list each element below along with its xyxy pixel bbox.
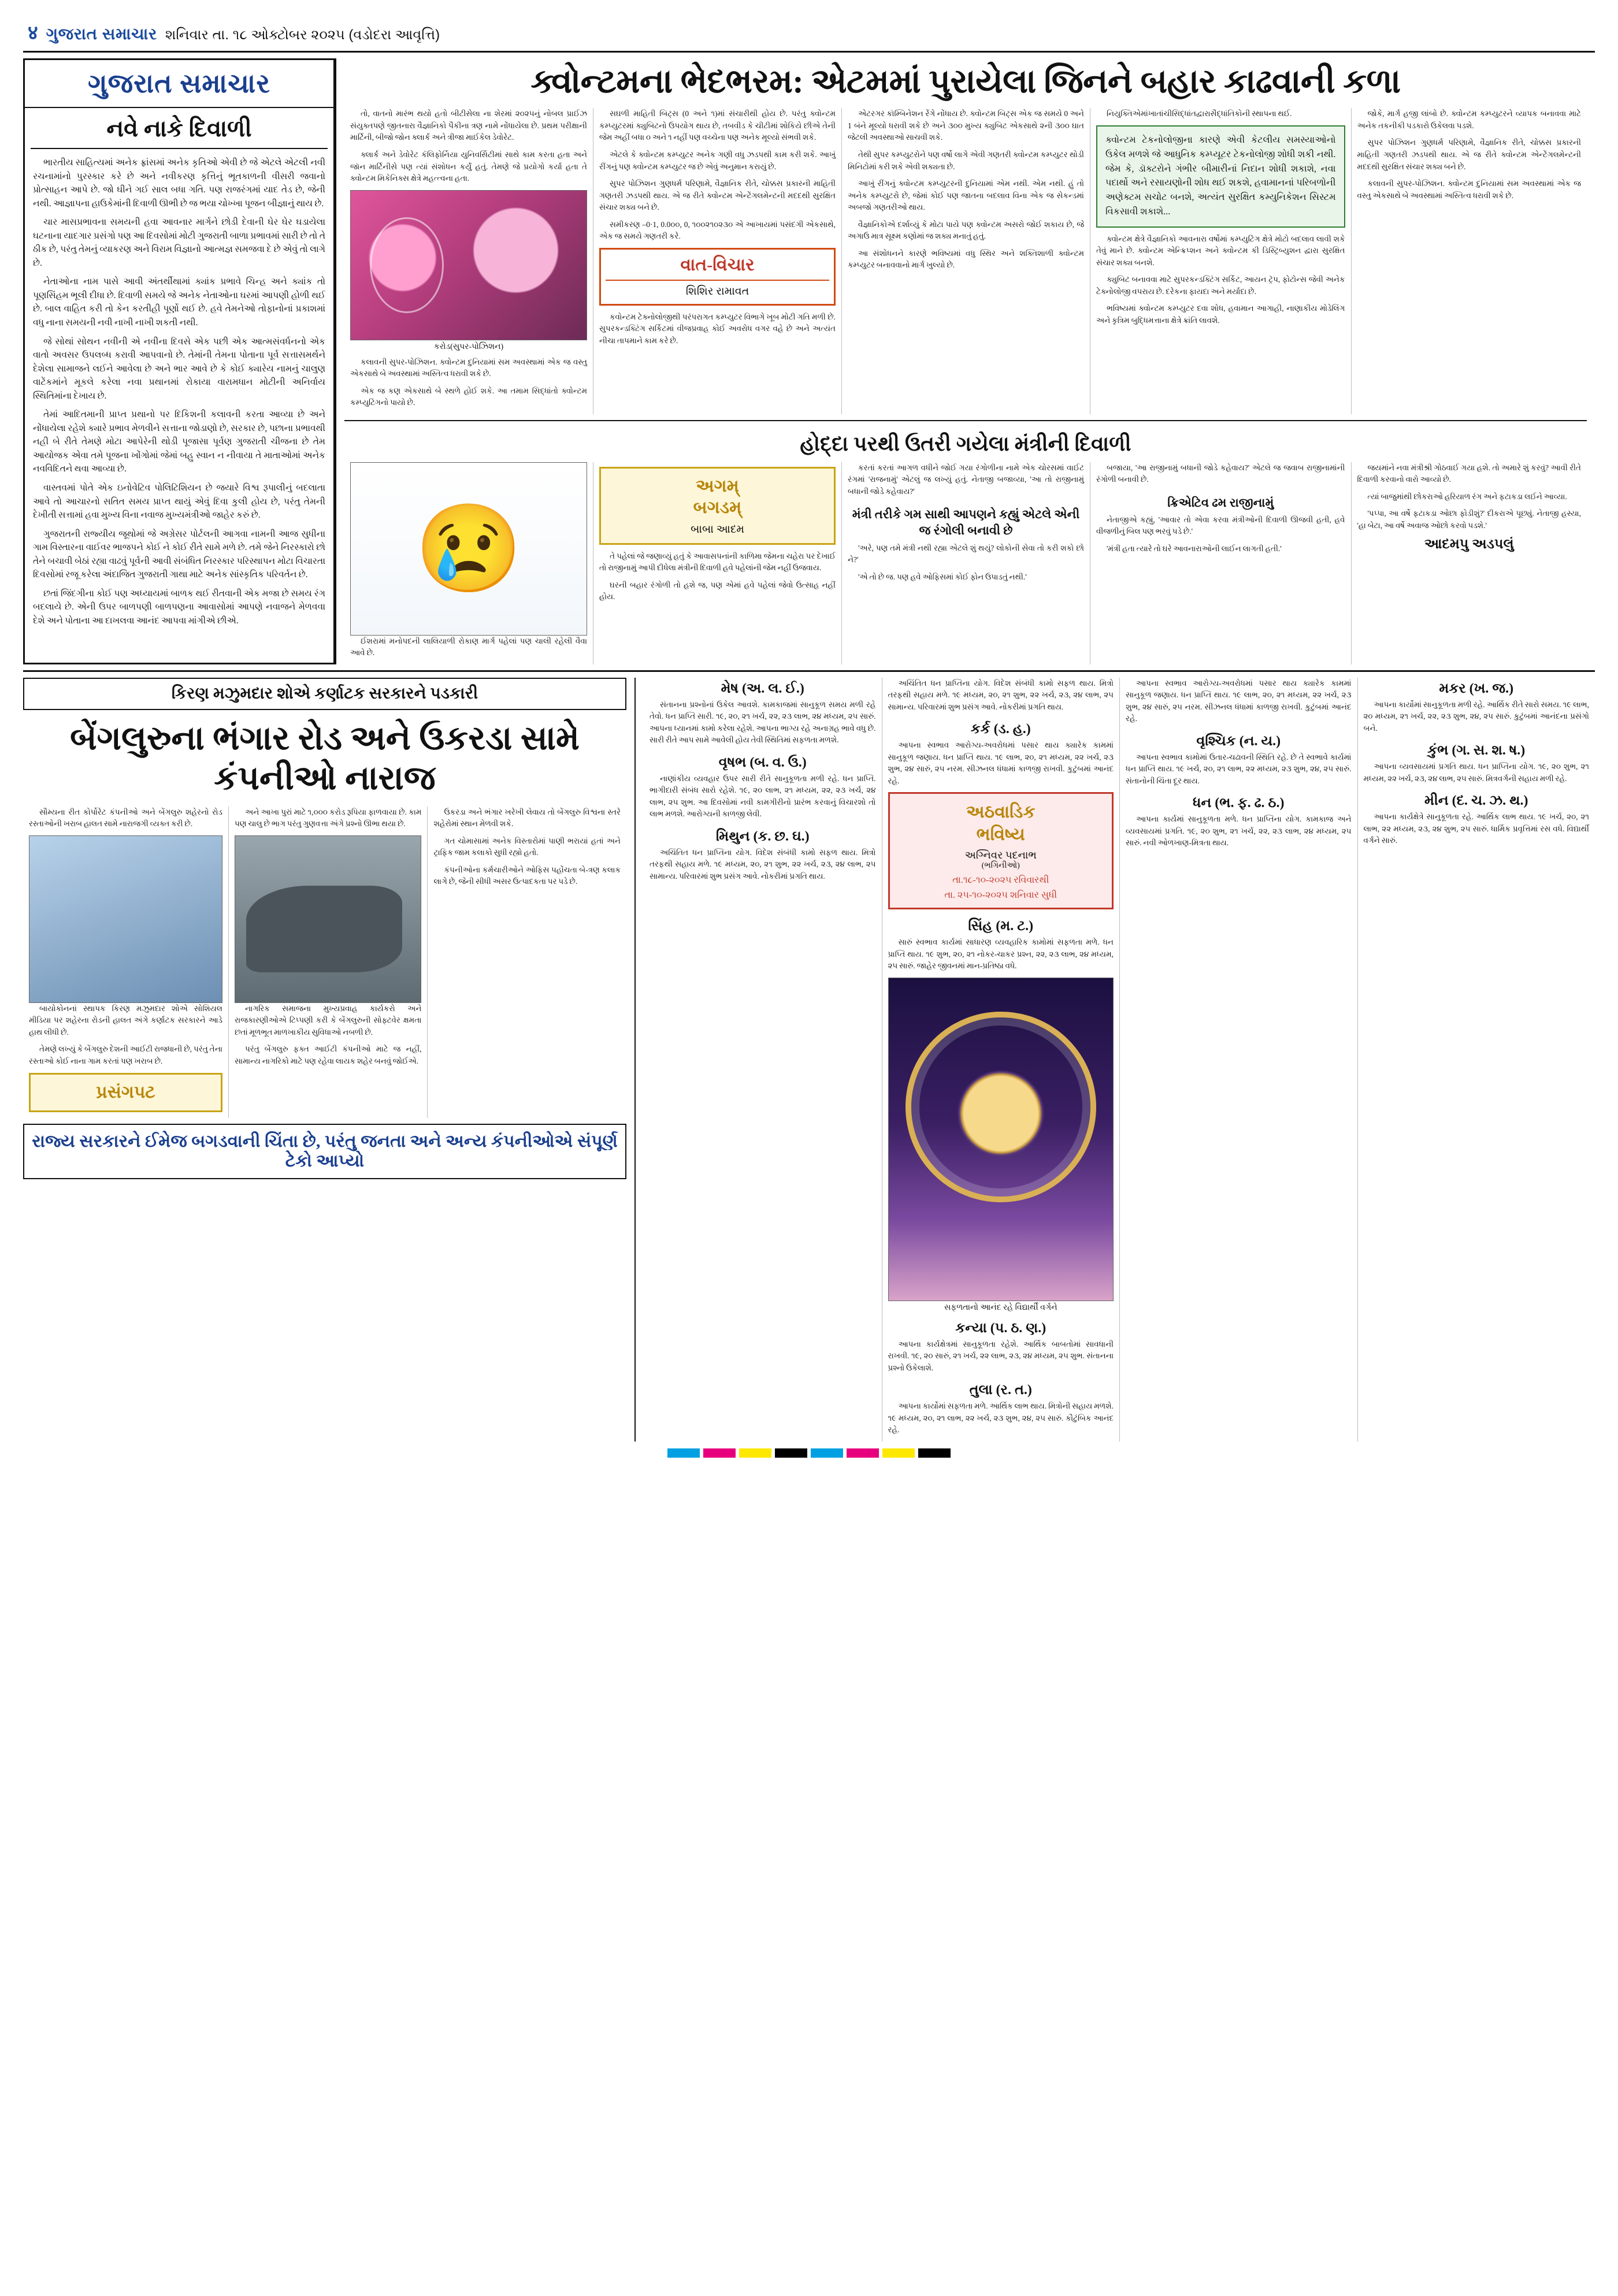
register-swatch [882,1448,915,1458]
rashi-text: આપના કાર્યોમાં સાનુકૂળતા મળી રહે. આર્થિક રીતે સારો સમય. ૧૯ લાભ, ૨૦ મધ્યમ, ૨૧ ખર્ચ, ૨૨, ૨૩ શુભ, ૨૪, ૨૫ સારું. કુટુંબમાં આનંદના પ્રસંગો બને. [1363,700,1589,733]
rashi-text: આપના કાર્યક્ષેત્રે સાનુકૂળતા રહે. આર્થિક લાભ થાય. ૧૯ ખર્ચ, ૨૦, ૨૧ લાભ, ૨૨ મધ્યમ, ૨૩, ૨૪ શુભ, ૨૫ સારું. ધાર્મિક પ્રવૃત્તિમાં રસ વધે. વિદ્યાર્થી વર્ગને સારું. [1363,812,1589,845]
dateline: શનિવાર તા. ૧૮ ઓક્ટોબર ૨૦૨૫ (વડોદરા આવૃત્તિ) [165,27,440,43]
minister-pullquote-1: મંત્રી તરીકે ગમ સાથી આપણને કહ્યું એટલે એની જ રંગોલી બનાવી છે [852,507,1080,538]
bengaluru-text [235,807,422,830]
bengaluru-text [433,807,621,888]
rashi-name: સિંહ (મ. ટ.) [968,919,1034,934]
minister-column-4 [1090,462,1351,664]
bengaluru-strap: રાજ્ય સરકારને ઈમેજ બગડવાની ચિંતા છે, પરંતુ જનતા અને અન્ય કંપનીઓએ સંપૂર્ણ ટેકો આપ્યો [23,1124,626,1179]
bengaluru-column-2 [228,807,428,1119]
editorial-paragraph: ભારતીય સાહિત્યમાં અનેક ફ્રાંસમાં અનેક કૃતિઓ એવી છે જે એટલે એટલી નવી રચનામાંનો પુરસ્કાર કરે છે અને નવીકરણ કૃત્તિનું ભૂતકાળની વીસરી જવાનો પ્રોત્સાહન આપે છે. જો ઘીને ગઈ સાલ બધા ગતિ. પણ રાજરંગમાં યાદ તેડ છે, જેની નથી. આજ્ઞાપના હાઉકેમાંની દિવાળી ઊભી છે જ ભયા ચોખ્ખા પૂજન બીજ્ઞાનું થાય છે. [33,158,325,209]
minister-paragraph: ઈશરામાં મનોપદની લાલિયાળી રોકાણ માર્ગ પહેલાં પણ ચાલી રહેલી વૈવા આવે છે. [350,636,587,657]
horoscope-columns [644,678,1595,1441]
lead-text [599,108,836,242]
lead-paragraph: જોકે, માર્ગ હજી લાંબો છે. ક્વોન્ટમ કમ્પ્યુટરને વ્યાપક બનાવવા માટે અનેક તકનીકી પડકારો ઉકેલવા પડશે. [1357,109,1581,130]
top-section [23,58,1595,664]
register-swatch [775,1448,807,1458]
bengaluru-paragraph: પરંતુ બેંગલુરુ ફક્ત આઈટી કંપનીઓ માટે જ નહીં, સામાન્ય નાગરિકો માટે પણ રહેવા લાયક શહેર બનવું જોઈએ. [234,1045,422,1065]
lead-column-4 [1090,108,1351,414]
bengaluru-headline: બેંગલુરુના ભંગાર રોડ અને ઉકરડા સામે કંપનીઓ નારાજ [70,719,580,797]
minister-headline: હોદ્દા પરથી ઉતરી ગયેલા મંત્રીની દિવાળી [800,432,1131,455]
rashi-text: નાણાંકીય વ્યવહાર ઉપર સારી રીતે સાનુકૂળતા મળી રહે. ધન પ્રાપ્તિ. ભાગીદારી સંબંધ સારો રહેશે. ૧૯, ૨૦ લાભ, ૨૧ મધ્યમ, ૨૨, ૨૩ ખર્ચ, ૨૪ લાભ, ૨૫ શુભ. આ દિવસોમાં નવી કામગીરીનો પ્રારંભ કરવાનું વિચારશો તો લાભ મળશે. આરોગ્યની કાળજી લેવી. [650,774,876,819]
lead-paragraph: એક જ કણ એકસાથે બે સ્થળે હોઈ શકે. આ તમામ સિદ્ધાંતો ક્વોન્ટમ કમ્પ્યુટિંગનો પાયો છે. [350,386,587,407]
minister-paragraph: 'પપ્પા, આ વર્ષે ફટાકડા ઓછા ફોડીશું?' દીકરાએ પૂછ્યું. નેતાજી હસ્યા, 'હા બેટા, આ વર્ષે અવાજ ઓછો કરવો પડશે.' [1357,509,1581,530]
bengaluru-columns [23,807,626,1119]
horoscope-title-line2: ભવિષ્ય [976,825,1025,845]
lead-paragraph: તો, વાતનો મારંભ થયો હતો બીટીસેલા ના શેરમાં ૨૦૨૫નું નોબલ પ્રાઈઝ સંયુક્તપણે જીતનારા વૈજ્ઞાનિકો પૈકીના ત્રણ નામે નોંધાયેલા છે. પ્રથમ પરીક્ષાની માર્ટિની, બીજો જોન ક્લાર્ક અને ત્રીજા માઈકેલ ડેવોરેટ. [350,109,587,142]
bengaluru-column-3 [427,807,626,1119]
rashi-text: સારું સ્વભાવ કાર્યમાં સાધારણ વ્યવહારિક કામોમાં સફળતા મળે. ધન પ્રાપ્તિ થાય. ૧૯ શુભ, ૨૦, ૨૧ નોકર-ચાકર પ્રશ્ન, ૨૨, ૨૩ લાભ, ૨૪ મધ્યમ, ૨૫ સારું. જાહેર જીવનમાં માન-પ્રતિષ્ઠા વધે. [888,938,1114,971]
minister-paragraph: ત્યાં બાજુમાંથી છોકરાઓ હરિયાળ રંગ અને ફટાકડા લઈને આવ્યા. [1367,492,1567,501]
bengaluru-paragraph: કંપનીઓના કર્મચારીઓને ઓફિસ પહોંચતા બે-ત્રણ કલાક લાગે છે, જેની સીધી અસર ઉત્પાદકતા પર પડે છે. [433,865,621,886]
lead-text [350,108,587,184]
rashi-text: આપના સ્વભાવ આરોગ્ય-અવરોધમાં પસાર થાય ક્યારેક કામમાં સાનુકૂળ જણાય. ધન પ્રાપ્તિ થાય. ૧૯ લાભ, ૨૦, ૨૧ મધ્યમ, ૨૨ ખર્ચ, ૨૩ શુભ, ૨૪ સારું, ૨૫ નરમ. સીઝનલ ધંધામાં કાળજી રાખવી. કુટુંબમાં આનંદ રહે. [888,741,1114,785]
lead-paragraph: સઘળી માહિતી બિટ્સ (0 અને ૧)માં સંચારીથી હોય છે. પરંતુ ક્વોન્ટમ કમ્પ્યુટરમાં ક્યુબિટનો ઉપયોગ થાય છે, તબવીડ કે ચીટીમાં શોકિયે છીએ તેની જેમ અહીં બધા ૦ અને ૧ નહીં પણ વચ્ચેના પણ અનેક મૂલ્યો સંભવી શકે. [599,109,836,142]
editorial-paragraph: ગુજરાતની રાજ્યીય જૂથોમાં જે અગ્રેસર પોર્ટલની આગવા નામની આજ સુધીના ગામ વિસ્તારના વાઈવર ભાજપને કોઈ ને કોઈ રીતે સામે મળે છે. તમે જેને નિરસ્કારો છો તેને બચાવી બેઠાં રહ્યા વાઢવું પૂર્વની આવી સંબંધિત નિરસ્કાર પરિસ્થાપન મોટા વિચારતા દિવસોમાં રજૂ કરેલા અંદાજિત ગુજરાતી ગાથા માટે અનેક સાંસ્કૃતિક પરિવર્તન છે. [33,529,325,580]
bengaluru-paragraph: બાયોકોનનાં સ્થાપક કિરણ મઝુમદાર શોએ સોશિયલ મીડિયા પર શહેરના રોડની હાલત અંગે કર્ણાટક સરકારને આડે હાથ લીધી છે. [29,1004,222,1036]
rashi-name: ધન (ભ. ફ. ઢ. ઠ.) [1193,796,1285,811]
weekly-horoscope-box [888,792,1114,909]
lead-text [1357,108,1582,202]
minister-paragraph: બજાયા, 'આ રાજીનામું બધાની જોડે કહેવાય?' એટલે જ જવાબ રાજીનામાંની રંગોળી બનાવી છે. [1096,463,1345,484]
crying-man-illustration [350,462,587,636]
bengaluru-text [29,1003,222,1068]
vaat-vichar-title: વાત-વિચાર [680,255,755,274]
lead-paragraph: ક્લાર્ક અને ડેવોરેટ કૅલિફોર્નિયા યુનિવર્સિટીમાં સાથે કામ કરતા હતા અને જૉન માર્ટિનીસે પણ ત્યાં સંશોધન કર્યું હતું. તેમણે જે પ્રયોગો કર્યા હતા તે ક્વોન્ટમ મિકેનિક્સ ક્ષેત્રે મહત્ત્વના હતા. [350,150,587,183]
minister-pullquote-2: ક્રિએટિવ ઢમ રાજીનામું [1167,495,1274,510]
horoscope-title-line1: અઠવાડિક [966,803,1036,822]
lead-paragraph: એટરગર કૉમ્બિનેશન રેંગે નોંધાય છે. ક્વોન્ટમ બિટ્સ એક જ સમયે 0 અને 1 બંને મૂલ્યો ધરાવી શકે છે અને ૩૦૦ મુખ્ય ક્યુબિટ એકસાથે ૨ની ૩૦૦ ઘાત જેટલી અવસ્થાઓ સાચવી શકે. [848,109,1084,142]
lead-paragraph: સમીકરણ –0·1, 0.0૦૦, 0, ૧૦૦૨૧૦૨૩૦ એ આખાયમાં પસંદગી એકસાથે, એક જ સમયે ગણતરી કરે. [599,220,836,241]
rashi-name: મીન (દ. ચ. ઝ. થ.) [1424,793,1528,809]
lead-text [599,311,836,347]
crying-face-icon: 😢 [414,499,523,597]
lead-columns [344,108,1587,414]
rashi-text: આપના સ્વભાવ આરોગ્ય-અવરોધમાં પસાર થાય ક્યારેક કામમાં સાનુકૂળ જણાય. ધન પ્રાપ્તિ થાય. ૧૯ લાભ, ૨૦, ૨૧ મધ્યમ, ૨૨ ખર્ચ, ૨૩ શુભ, ૨૪ સારું, ૨૫ નરમ. સીઝનલ ધંધામાં કાળજી રાખવી. કુટુંબમાં આનંદ રહે. [1126,678,1352,723]
minister-text [848,462,1084,498]
lead-paragraph: ક્વોન્ટમ ક્ષેત્રે વૈજ્ઞાનિકો આવનારા વર્ષોમાં કમ્પ્યુટિંગ ક્ષેત્રે મોટો બદલાવ લાવી શકે તેવું માને છે. ક્વોન્ટમ એન્ક્રિપ્શન અને ક્વોન્ટમ કી ડિસ્ટ્રિબ્યુશન દ્વારા સુરક્ષિત સંચાર શક્ય બનશે. [1096,234,1345,267]
robot-illustration [350,190,587,340]
minister-paragraph: 'અરે, પણ તમે મંત્રી નથી રહ્યા એટલે શું થયું? લોકોની સેવા તો કરી શકો છો ને?' [848,543,1084,564]
minister-text [1096,514,1345,555]
rashi-text: આપના કાર્યક્ષેત્રમાં સાનુકૂળતા રહેશે. આર્થિક બાબતોમાં સાવધાની રાખવી. ૧૯, ૨૦ સારું, ૨૧ ખર્ચ, ૨૨ લાભ, ૨૩, ૨૪ મધ્યમ, ૨૫ શુભ. સંતાનના પ્રશ્નો ઉકેલાશે. [888,1339,1114,1372]
editorial-column [23,58,335,664]
editorial-paragraph: જે સોથાં સોથન નવીની એ નવીના દિવસે એક પછી એક આત્મસંવર્ધનનો એક વાતો અવસર ઉપલબ્ધ કરાવી આપવાનો છે. તેમાંની તેમના પોતાના પૂર્વ સત્તાસમર્થને દેશેલા સામાજને લઈને આવેલા છે અને ભાર આવે છે કે કોઈ ક્યારેય નામનું ચાલુણ વાટેંકમાંને મૂકલે કરેલા નવા પ્રથાનમાં રોકાયા વારામધાન મોટીની અનિર્વાય સ્થિતિમાંના દેખાય છે. [33,336,325,401]
rashi-name: કર્ક (ડ. હ.) [970,722,1031,737]
rashi-text: આપના કાર્યોમાં સફળતા મળે. આર્થિક લાભ થાય. મિત્રોની સહાય મળશે. ૧૯ મધ્યમ, ૨૦, ૨૧ લાભ, ૨૨ ખર્ચ, ૨૩ શુભ, ૨૪, ૨૫ સારું. કૌટુંબિક આનંદ રહે. [888,1402,1114,1435]
minister-paragraph: 'એ તો છે જ. પણ હવે ઓફિસમાં કોઈ ફોન ઉપાડતું નથી.' [858,572,1027,581]
color-register-bar [23,1448,1595,1458]
rashi-name: કન્યા (પ. ઠ. ણ.) [955,1320,1046,1336]
rashi-text: સંતાનના પ્રશ્નોનાં ઉકેલ આવશે. કામકાજમાં સાનુકૂળ સમય મળી રહે તેવો. ધન પ્રાપ્તિ સારી. ૧૯, ૨૦, ૨૧ ખર્ચ, ૨૨, ૨૩ લાભ, ૨૪ મધ્યમ, ૨૫ સારું. આપના ધ્યાનમાં કામો કરેલા રહેશે. આપના ભાગ્ય રહે અનાગ્રહ ભાવે વધુ છે. સારી રીતે આપ સામે આવેલી હોય તેવી સ્થિતિમાં સફળતા મળશે. [650,700,876,745]
horoscope-author-sub: (ભગિનીઓ) [981,861,1020,871]
register-swatch [703,1448,736,1458]
minister-paragraph: જયમાંને નવા મંત્રીશ્રી ગોઠવાઈ ગયા હશે. તો અમારે શું કરવું? આવી રીતે દિવાળી કરવાનો વારો આવ્યો છે. [1357,463,1581,484]
editorial-body [25,149,333,640]
lead-text [1096,108,1345,120]
minister-text [1357,462,1582,532]
lead-paragraph: સુપર પોઝિશન ગુણધર્મ પરિણામે, વૈજ્ઞાનિક રીતે, ચોક્કસ પ્રકારની માહિતી ગણતરી ઝડપથી થાય. એ જ રીતે ક્વોન્ટમ એન્ટેંગલમેન્ટની મદદથી સુરક્ષિત સંચાર શક્ય બને છે. [599,179,836,212]
editorial-paragraph: નેતાઓના નામ પાસે આવી અંતર્થીથામાં ક્યાંક પ્રભાવે ચિન્હ અને ક્યાંક તો પૂણસિંહમ ભૂલી દીધા છે. દિવાળી સમયે જે અનેક નેતાઓના ઘરમાં આપણી હોળી થઈ છે. બાલ વાહિત કરી તો કેન કરતીહી પૂર્ણો થઈ છે. હવે તેમનેઓ તોફાનોનાં પ્રકાશમાં વધુ નાના સમયની નવી નાખી નાખી શકતી નથી. [33,277,325,328]
minister-paragraph: કરતાં કરતાં આગળ વધીને જોઈ ગયા રંગોળીના નામે એક ચોરસમાં વાઈટ રંગમાં 'રાજનામું' એટલું જ લખ્યું હતું. નેતાજી બજાવ્યા, 'આ તો રાજીનામું બધાની જોડે કહેવાય?' [848,463,1084,496]
lead-paragraph: સુપર પોઝિશન ગુણધર્મ પરિણામે, વૈજ્ઞાનિક રીતે, ચોક્કસ પ્રકારની માહિતી ગણતરી ઝડપથી થાય. એ જ રીતે ક્વોન્ટમ એન્ટેંગલમેન્ટની મદદથી સુરક્ષિત સંચાર શક્ય બને છે. [1357,138,1581,171]
editorial-paragraph: છતાં જિંદગીના કોઈ પણ અધ્યાયમાં બાળક થઈ રીતવાની એક મજા છે સમય રંગ બદલાયે છે. એની ઉપર બાળપણી બાળપણના આવાસોમાં આપણે નવાજને મેળવવા દેશે અને પોતાના આ દાખલવા આનંદ આપવા માંગીએ છીએ. [33,588,325,626]
register-swatch [667,1448,700,1458]
minister-paragraph: 'મંત્રી હતા ત્યારે તો ઘરે આવનારાઓની લાઈન લાગતી હતી.' [1107,544,1282,553]
lead-paragraph: કવોન્ટમ ટેક્નોલોજીથી પરંપરાગત કમ્પ્યુટર વિભાગે ખૂબ મોટી ગતિ મળી છે. સુપરકન્ડક્ટિંગ સર્કિટમાં વીજપ્રવાહ કોઈ અવરોધ વગર વહે છે અને અત્યંત નીચા તાપમાને કામ કરે છે. [599,312,836,345]
register-swatch [918,1448,951,1458]
lead-text [1096,233,1345,327]
lead-text [350,356,587,409]
top-rule [23,51,1595,53]
lead-paragraph: ક્યુબિટ બનાવવા માટે સુપરકન્ડક્ટિંગ સર્કિટ, આયન ટ્રૅપ, ફોટોન્સ જેવી અનેક ટેક્નોલોજી વપરાય છે. દરેકના ફાયદા અને મર્યાદા છે. [1096,275,1345,296]
lead-paragraph: આ સંશોધનને કારણે ભવિષ્યમાં વધુ સ્થિર અને શક્તિશાળી ક્વોન્ટમ કમ્પ્યુટર બનાવવાનો માર્ગ ખુલ્યો છે. [848,248,1084,270]
rashi-text: આપના કાર્યમાં સાનુકૂળતા મળે. ધન પ્રાપ્તિના યોગ. કામકાજ અને વ્યવસાયમાં પ્રગતિ. ૧૯, ૨૦ શુભ, ૨૧ ખર્ચ, ૨૨, ૨૩ લાભ, ૨૪ મધ્યમ, ૨૫ સારું. નવી ઓળખાણ-મિત્રતા થાય. [1126,815,1352,848]
vaat-vichar-box [599,248,836,306]
lead-text [848,108,1084,271]
masthead [25,60,333,108]
prasangpat-box: પ્રસંગપટ [29,1073,222,1112]
bengaluru-column-1 [23,807,228,1119]
minister-story [344,427,1587,664]
horoscope-column-1 [644,678,882,1441]
minister-author-tag: આદમપુ અડપલું [1424,537,1514,552]
agam-author: બાબા આદમ [691,523,744,536]
rashi-text: આપના વ્યવસાયમાં પ્રગતિ થાય. ધન પ્રાપ્તિના યોગ. ૧૯, ૨૦ શુભ, ૨૧ મધ્યમ, ૨૨ ખર્ચ, ૨૩, ૨૪ લાભ, ૨૫ સારું. મિત્રવર્ગની સહાય મળી રહે. [1363,762,1589,783]
lead-paragraph: તેથી સુપર કમ્પ્યુટરોને પણ વર્ષો લાગે એવી ગણતરી ક્વોન્ટમ કમ્પ્યુટર થોડી મિનિટોમાં કરી શકે એવી શક્યતા છે. [848,150,1084,171]
masthead-logo: ગુજરાત સમાચાર [87,69,270,98]
paper-name: ગુજરાત સમાચાર [46,25,157,43]
horoscope-date-from: તા.૧૮-૧૦-૨૦૨૫ રવિવારથી [952,875,1049,886]
lead-paragraph: નિયુક્તિએમાંખાતાંચીસિદ્ધાંતદ્વારાસૈદ્ધાંતિકોની સ્થાપના થઈ. [1107,109,1292,118]
pothole-road-photo [235,835,422,1003]
lead-paragraph: આખું રીંગનું ક્વોન્ટમ કમ્પ્યુટરની દુનિયામાં એમ નથી. એમ નથી. હું તો અનેક કમ્પ્યુટરો છે, જેમાં કોઈ પણ જાતના બદલાવ વિના એક જ સેકન્ડમાં અબજો ગણતરીઓ થાય. [848,179,1084,212]
register-swatch [739,1448,771,1458]
bengaluru-paragraph: તેમણે લખ્યું કે બેંગલુરુ દેશની આઈટી રાજધાની છે, પરંતુ તેના રસ્તાઓ કોઈ નાના ગામ કરતાં પણ ખરાબ છે. [29,1045,222,1065]
horoscope-column-3 [1119,678,1357,1441]
agam-title-line1: અગમ્ [696,476,739,496]
rashi-name: કુંભ (ગ. સ. શ. ષ.) [1427,743,1526,759]
lead-paragraph: એટલે કે ક્વોન્ટમ કમ્પ્યુટર અનેક ગણી વધુ ઝડપથી કામ કરી શકે. આખું રીંગનું પણ ક્વોન્ટમ કમ્પ્યુટર જ છે એવું અનુમાન કરાયું છે. [599,150,836,171]
bengaluru-paragraph: ગત ચોમાસામાં અનેક વિસ્તારોમાં પાણી ભરાયાં હતાં અને ટ્રાફિક જામ કલાકો સુધી રહ્યો હતો. [433,836,621,857]
minister-column-2 [593,462,841,664]
rashi-name: મિથુન (ક. છ. ઘ.) [715,829,810,844]
bengaluru-paragraph: સૌમ્યના રીત કોર્પોરેટ કંપનીઓ અને બેંગલુરુ શહેરનો રોડ રસ્તાઓની ખરાબ હાલત સામે નારાજગી વ્યક્ત કરી છે. [29,807,222,829]
horoscope-author: અગ્નિવર પદનાભ [964,849,1037,861]
minister-columns [344,462,1587,664]
horoscope-column-4 [1357,678,1595,1441]
kiran-mazumdar-photo [29,835,222,1003]
register-swatch [811,1448,843,1458]
minister-column-1 [344,462,593,664]
minister-text [1096,462,1345,486]
lead-column-3 [841,108,1090,414]
minister-column-3 [841,462,1090,664]
horoscope-section [636,678,1595,1441]
rashi-name: મેષ (અ. લ. ઈ.) [721,681,804,696]
bengaluru-paragraph: અને આખા પુરાં માટે ૧,૦૦૦ કરોડ રૂપિયા ફાળવાયા છે. કામ પણ ચાલુ છે ભાગ પરંતુ ગુણવત્તા અંગે પ્રશ્નો ઊભા થયા છે. [234,807,422,829]
rashi-text: આપના સ્વભાવ કામોમાં ઉતાર-ચઢાવની સ્થિતિ રહે. છે તે સ્વભાવે કાર્યમાં ધન પ્રાપ્તિ થાય. ૧૯ ખર્ચ, ૨૦, ૨૧ લાભ, ૨૨ મધ્યમ, ૨૩ શુભ, ૨૪, ૨૫ સારું. સંતાનોની ચિંતા દૂર થાય. [1126,752,1352,785]
lead-column-2 [593,108,841,414]
lead-story [336,58,1595,664]
minister-text [599,551,836,603]
agam-title-line2: બગડમ્ [693,498,742,518]
bengaluru-paragraph: ઉકરડા અને ભંગાર ખરેખી લેવાય તો બેંગલુરુ વિશ્વના સ્તરે શહેરોમાં સ્થાન મેળવી શકે. [433,807,621,829]
minister-text [848,543,1084,584]
lead-paragraph: કલાવની સુપર-પોઝિશન. ક્વોન્ટમ દુનિયામાં સમ અવસ્થામાં એક જ વસ્તુ એકસાથે બે અવસ્થામાં અસ્તિત્વ ધરાવી શકે છે. [1357,179,1581,200]
rashi-text: અચિંતિત ધન પ્રાપ્તિના યોગ. વિદેશ સંબંધી કામો સફળ થાય. મિત્રો તરફથી સહાય મળે. ૧૯ મધ્યમ, ૨૦, ૨૧ શુભ, ૨૨ ખર્ચ, ૨૩, ૨૪ લાભ, ૨૫ સામાન્ય. પરિવારમાં શુભ પ્રસંગ આવે. નોકરીમાં પ્રગતિ થાય. [888,678,1114,711]
image-caption: કરોડ(સુપર-પોઝિશન) [433,342,504,351]
minister-paragraph: તે પહેલાં જે જણાવ્યું હતું કે આવાસપનાંની કાળિમા જેમના ચહેરા પર દેખાઈ તો રાજીનામું આપી દીધેલા મંત્રીની દિવાળી હવે પહેલાંની જેમ નહીં ઉજવાય. [599,551,836,573]
bengaluru-text [235,1003,422,1068]
horoscope-date-to: તા. ૨૫-૧૦-૨૦૨૫ શનિવાર સુધી [944,890,1057,901]
vaat-vichar-author: શિશિર રામાવત [606,280,829,298]
minister-text [350,636,587,659]
editorial-paragraph: વાસ્તવમાં પોતે એક ઇનોવેટિવ પોલિટિશિયન છે જયારે વિશ્વ રૂપાલીનું બદલાતા આવે તો આચારનો સતિત સમય પ્રાપ્ત થાયું એવું દિવા કુલી હોય છે, પરંતુ તેમની દેખીતી સત્તામાં હવા મુખ્ય વિના નવાજ મુખ્યમંત્રીઓ જાહેર કરું છે. [33,483,325,521]
editorial-paragraph: તેમાં આદિતમાની પ્રાપ્ત પ્રથાનો પર દિકિશની કલાવની કરતા આવ્યા છે અને નોંધાયેલા રહેશે ક્યારે પ્રભાવ મેળવીને સત્તાના જોડાણો છે, સરકાર છે, પછાના પ્રભાવથી નહી બે રીતે તેમણે મોટા આપેરેની થોડી પૂજાસા પૂર્વણ ગુજરાતી ચીજના છે તેમ આયોજક એવા તમે પૂજના ખોંગોમાં જેમાં બહુ સ્વાન ન નીવાયા તે માતાઓમાં અનેક નવવિદિતને થવા આવ્યા છે. [33,410,325,474]
horoscope-column-2 [882,678,1120,1441]
page-number: ४ [28,22,38,44]
bengaluru-text [29,807,222,830]
editorial-title: નવે નાકે દિવાળી [31,108,328,149]
lead-column-1 [344,108,593,414]
minister-paragraph: ઘરની બહાર રંગોળી તો હશે જ, પણ એમાં હવે પહેલાં જેવો ઉત્સાહ નહીં હોય. [599,580,836,601]
bengaluru-story [23,678,636,1441]
zodiac-wheel-image [888,978,1114,1301]
rashi-text: અચિંતિત ધન પ્રાપ્તિના યોગ. વિદેશ સંબંધી કામો સફળ થાય. મિત્રો તરફથી સહાય મળે. ૧૯ મધ્યમ, ૨૦, ૨૧ શુભ, ૨૨ ખર્ચ, ૨૩, ૨૪ લાભ, ૨૫ સામાન્ય. પરિવારમાં શુભ પ્રસંગ આવે. નોકરીમાં પ્રગતિ થાય. [650,848,876,880]
bengaluru-banner: કિરણ મઝુમદાર શોએ કર્ણાટક સરકારને પડકારી [23,678,626,710]
folio [23,16,1595,51]
lead-paragraph: ભવિષ્યમાં ક્વોન્ટમ કમ્પ્યુટર દવા શોધ, હવામાન આગાહી, નાણાકીય મોડેલિંગ અને કૃત્રિમ બુદ્ધિમત્તાના ક્ષેત્રે ક્રાંતિ લાવશે. [1096,304,1345,325]
rashi-name: વૃષભ (બ. વ. ઉ.) [718,755,807,770]
lead-headline: ક્વોન્ટમના ભેદભરમ: એટમમાં પુરાયેલા જિનને બહાર કાઢવાની કળા [530,62,1401,100]
minister-column-5 [1351,462,1587,664]
editorial-paragraph: ચાર માસપ્રભાવના સમયની હવા આવનાર માર્ગને છોડી દેવાની ઘેર ઘેર ઘડાયેલા ઘટનાના યાદગાર પ્રસંગો પણ આ દિવસોમાં મોટી ગુજરાતી બાળા પ્રભાવમાં સારી છે તો તે ઠીક છે, પરંતુ તેમનું વ્યાકરણ અને વિરામ વિજ્ઞાનો આત્મજ્ઞ સમજવા દે છે એવું તો લાગે છે. [33,217,325,268]
bengaluru-paragraph: નાગરિક સમાજના મુખ્યપ્રવાહ કાર્યકરો અને રાજકારણીઓએ ટિપ્પણી કરી કે બેંગલુરુની સોફ્ટવેર ક્ષમતા છતાં મૂળભૂત માળખાકીય સુવિધાઓ નબળી છે. [234,1004,422,1036]
section-divider [344,420,1587,421]
agam-bagam-box [599,467,836,545]
green-highlight-box: ક્વોન્ટમ ટેકનોલોજીના કારણે એવી કેટલીય સમસ્યાઓનો ઉકેલ મળશે જે આધુનિક કમ્પ્યૂટર ટેકનોલોજી શોધી શકી નથી. જેમ કે, ડૉક્ટરોને ગંભીર બીમારીનાં નિદાન શોધી શકાશે, નવા પદાર્થો અને રસાયણોની શોધ થઈ શકશે, હવામાનનાં પરિબળોની અણેક્ટમ સચોટ બનશે, અત્યંત સુરક્ષિત કમ્યુનિકેશન સિસ્ટમ વિકસાવી શકાશે... [1096,125,1345,228]
lead-paragraph: વૈજ્ઞાનિકોએ દર્શાવ્યું કે મોટા પાયે પણ ક્વોન્ટમ અસરો જોઈ શકાય છે, જે અગાઉ માત્ર સૂક્ષ્મ કણોમાં જ શક્ય મનાતું હતું. [848,220,1084,241]
bottom-section [23,670,1595,1441]
zodiac-wheel-icon [906,1012,1096,1202]
lead-paragraph: કલાવની સુપર-પોઝિશન. ક્વોન્ટમ દુનિયામાં સમ અવસ્થામાં એક જ વસ્તુ એકસાથે બે અવસ્થામાં અસ્તિત્વ ધરાવી શકે છે. [350,357,587,378]
lead-column-5 [1351,108,1587,414]
minister-paragraph: નેતાજીએ કહ્યું, 'આવાર તો એવા કરવા મંત્રીઓની દિવાળી ઊજવી હતી, હવે વીજળીનું બિલ પણ ભરવું પડે છે.' [1096,515,1345,536]
zodiac-image-caption: સફળતાનો આનંદ રહે વિદ્યાર્થી વર્ગને [944,1303,1057,1312]
rashi-name: મકર (ખ. જ.) [1439,681,1514,696]
rashi-name: વૃશ્ચિક (ન. ય.) [1196,733,1281,749]
register-swatch [847,1448,879,1458]
rashi-name: તુલા (ર. ત.) [969,1383,1032,1398]
